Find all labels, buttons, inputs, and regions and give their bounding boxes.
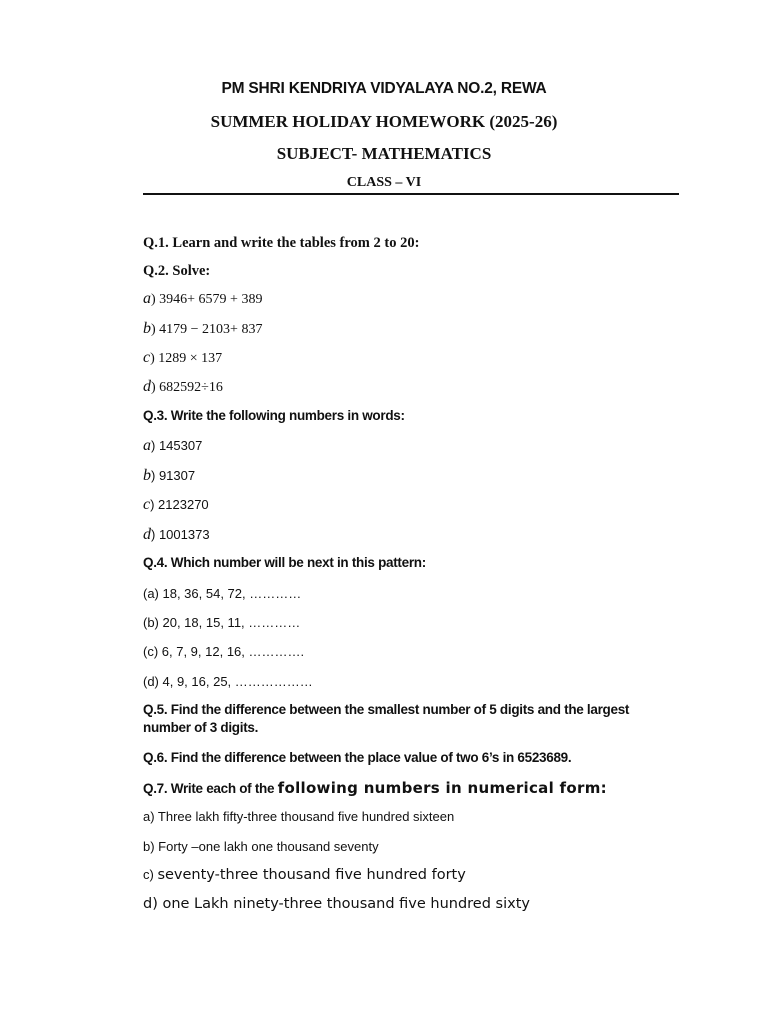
- q2-item-c: [143, 349, 222, 367]
- q2-item-d: [143, 378, 223, 396]
- question-1: Q.1. Learn and write the tables from 2 to 20:: [143, 235, 420, 251]
- question-7-lead: Q.7. Write each of the: [143, 781, 278, 796]
- school-name: PM SHRI KENDRIYA VIDYALAYA NO.2, REWA: [221, 80, 547, 97]
- q7-item-c: [143, 867, 466, 883]
- q3-item-b: [143, 467, 195, 485]
- q2-item-b-label: b: [143, 320, 151, 337]
- q3-item-a-text: ) 145307: [151, 438, 203, 453]
- q7-item-c-text: seventy-three thousand five hundred forty: [157, 867, 466, 883]
- q7-item-a: a) Three lakh fifty-three thousand five hundred sixteen: [143, 809, 455, 824]
- document-title: SUMMER HOLIDAY HOMEWORK (2025-26): [210, 112, 558, 131]
- q3-item-a-label: a: [143, 437, 151, 454]
- q2-item-a: [143, 290, 262, 308]
- q7-item-b: b) Forty –one lakh one thousand seventy: [143, 839, 379, 854]
- q4-item-d: (d) 4, 9, 16, 25, ………………: [143, 674, 313, 689]
- q3-item-d-text: ) 1001373: [151, 527, 210, 542]
- q3-item-b-text: ) 91307: [151, 468, 196, 483]
- header-divider: [143, 193, 679, 195]
- subject-heading: SUBJECT- MATHEMATICS: [276, 144, 492, 163]
- question-5-line-1: Q.5. Find the difference between the smallest number of 5 digits and the largest: [143, 702, 630, 717]
- question-7-rest: following numbers in numerical form:: [277, 779, 607, 797]
- q2-item-a-text: ) 3946+ 6579 + 389: [151, 292, 263, 307]
- q2-item-a-label: a: [143, 290, 151, 307]
- q3-item-d: [143, 526, 210, 544]
- question-3: Q.3. Write the following numbers in words:: [143, 408, 405, 423]
- q4-item-a: (a) 18, 36, 54, 72, …………: [143, 586, 302, 601]
- q3-item-d-label: d: [143, 526, 151, 543]
- q7-item-c-label: c): [143, 867, 158, 882]
- q2-item-b-text: ) 4179 − 2103+ 837: [151, 322, 263, 337]
- q3-item-c: [143, 496, 209, 514]
- q2-item-c-text: ) 1289 × 137: [150, 351, 223, 366]
- question-2: Q.2. Solve:: [143, 263, 211, 279]
- q4-item-c: (c) 6, 7, 9, 12, 16, ………….: [143, 644, 305, 659]
- q3-item-a: [143, 437, 202, 455]
- question-5-line-2: number of 3 digits.: [143, 720, 259, 735]
- q7-item-d: d) one Lakh ninety-three thousand five hundred sixty: [143, 896, 530, 912]
- question-7: [143, 779, 607, 797]
- q2-item-b: [143, 320, 262, 338]
- question-6: Q.6. Find the difference between the place value of two 6’s in 6523689.: [143, 750, 572, 765]
- q2-item-d-label: d: [143, 378, 151, 395]
- q3-item-c-label: c: [143, 496, 151, 513]
- q4-item-b: (b) 20, 18, 15, 11, …………: [143, 615, 301, 630]
- q2-item-c-label: c: [143, 349, 151, 366]
- q3-item-b-label: b: [143, 467, 151, 484]
- class-heading: CLASS – VI: [346, 175, 422, 190]
- q3-item-c-text: ) 2123270: [150, 497, 209, 512]
- q2-item-d-text: ) 682592÷16: [151, 380, 223, 395]
- question-4: Q.4. Which number will be next in this pattern:: [143, 555, 426, 570]
